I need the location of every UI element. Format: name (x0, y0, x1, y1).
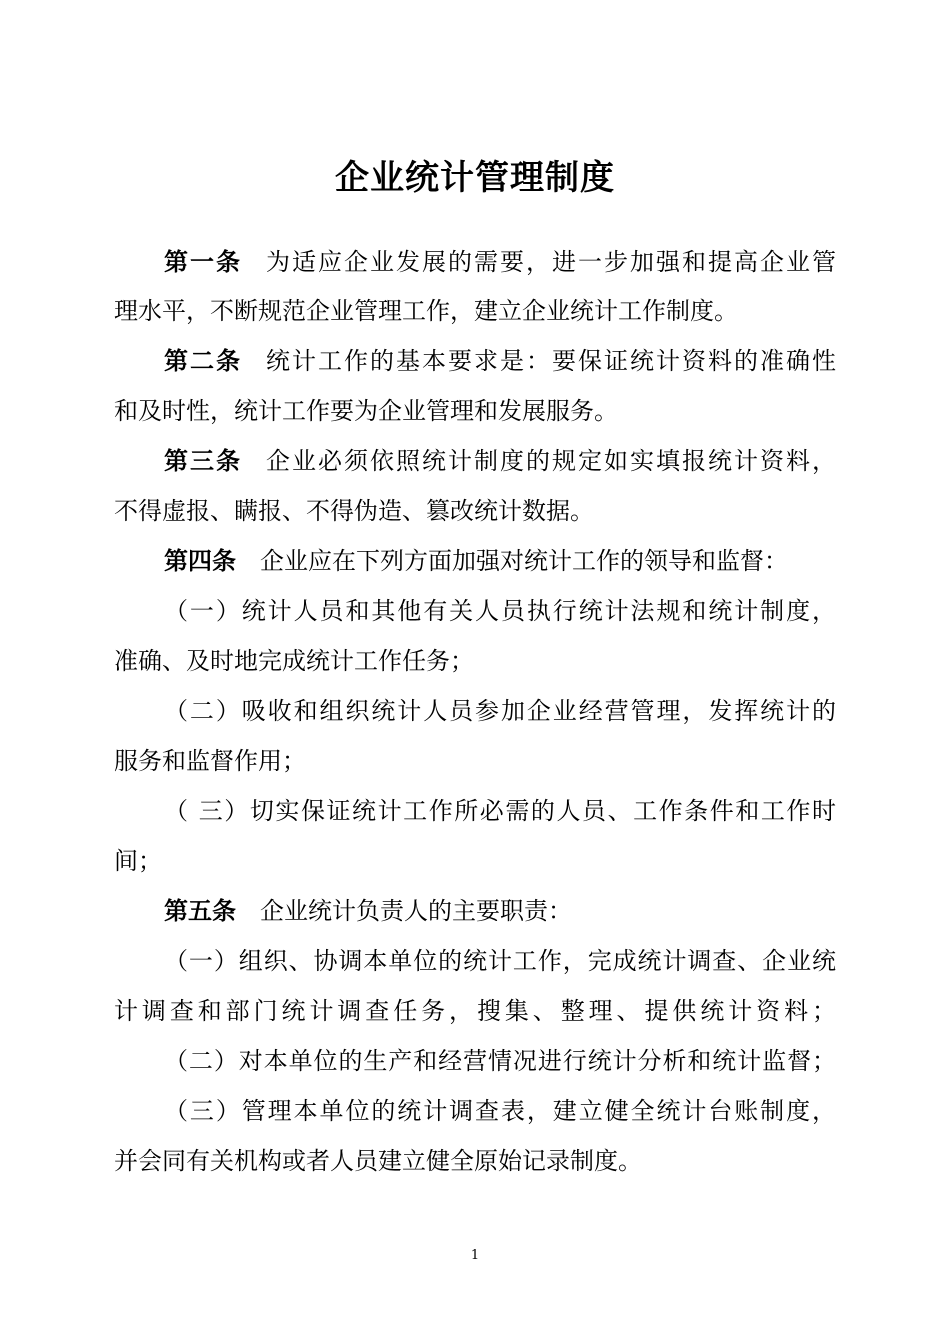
article-text: 企业必须依照统计制度的规定如实填报统计资料， (266, 447, 836, 475)
page-number: 1 (470, 1248, 480, 1263)
article-3-line-1 (164, 446, 836, 476)
article-text: 企业统计负责人的主要职责： (260, 897, 572, 925)
article-5-item-3-line-2: 并会同有关机构或者人员建立健全原始记录制度。 (114, 1147, 642, 1175)
article-5-item-3-line-1: （三）管理本单位的统计调查表，建立健全统计台账制度， (164, 1097, 836, 1125)
article-1-line-1 (164, 247, 836, 277)
article-label: 第一条 (164, 247, 242, 276)
article-4-item-2-line-2: 服务和监督作用； (114, 747, 306, 775)
article-4-item-3-line-1: （ 三）切实保证统计工作所必需的人员、工作条件和工作时 (164, 797, 836, 825)
article-4-item-1-line-2: 准确、及时地完成统计工作任务； (114, 647, 474, 675)
article-2-line-1 (164, 346, 836, 376)
article-label: 第四条 (164, 546, 236, 575)
article-5-item-1-line-1: （一）组织、协调本单位的统计工作，完成统计调查、企业统 (164, 947, 836, 975)
article-5-item-2-line-1: （二）对本单位的生产和经营情况进行统计分析和统计监督； (164, 1047, 836, 1075)
article-4-item-1-line-1: （一）统计人员和其他有关人员执行统计法规和统计制度， (164, 597, 836, 625)
article-3-line-2: 不得虚报、瞒报、不得伪造、篡改统计数据。 (114, 497, 594, 525)
article-text: 为适应企业发展的需要，进一步加强和提高企业管 (266, 248, 836, 276)
article-text: 企业应在下列方面加强对统计工作的领导和监督： (260, 547, 788, 575)
article-label: 第二条 (164, 346, 242, 375)
article-4-item-3-line-2: 间； (114, 847, 162, 875)
article-5-line-1 (164, 896, 836, 926)
article-1-line-2: 理水平，不断规范企业管理工作，建立企业统计工作制度。 (114, 297, 738, 325)
article-text: 统计工作的基本要求是：要保证统计资料的准确性 (266, 347, 836, 375)
document-title: 企业统计管理制度 (335, 158, 615, 198)
article-2-line-2: 和及时性，统计工作要为企业管理和发展服务。 (114, 397, 618, 425)
article-5-item-1-line-2: 计调查和部门统计调查任务，搜集、整理、提供统计资料； (114, 997, 836, 1025)
article-4-line-1 (164, 546, 836, 576)
article-label: 第五条 (164, 896, 236, 925)
article-4-item-2-line-1: （二）吸收和组织统计人员参加企业经营管理，发挥统计的 (164, 697, 836, 725)
article-label: 第三条 (164, 446, 242, 475)
